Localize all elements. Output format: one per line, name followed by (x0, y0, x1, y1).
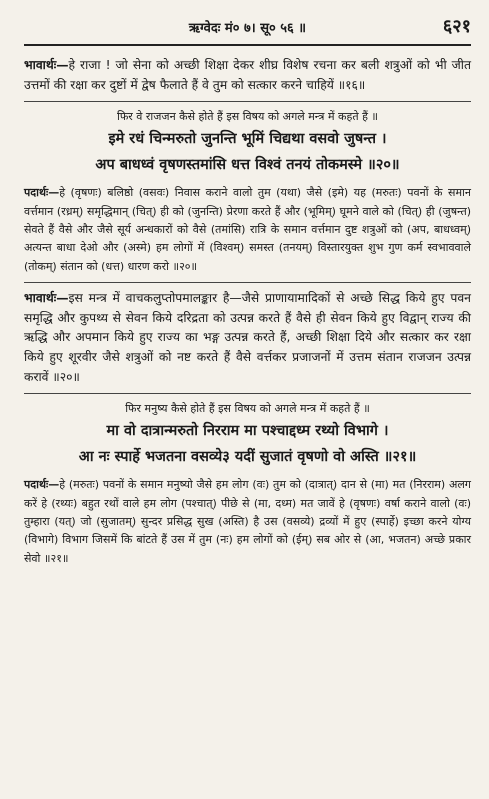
separator (24, 393, 471, 394)
mantra-intro: फिर मनुष्य कैसे होते हैं इस विषय को अगले मन्त्र में कहते हैं ॥ (125, 402, 370, 416)
bhavarth-text: इस मन्त्र में वाचकलुप्तोपमालङ्कार है—जैसे प्राणायामादिकों से अच्छे सिद्ध किये हुए पवन समृद्धि और कुपथ्य से सेवन किये दरिद्रता को उत्पन्न करते हैं वैसे ही सेवन किये हुए विद्वान् राज्य की ऋद्धि और अपमान किये हुए राज्य का भङ्ग उत्पन्न करते हैं, अच्छी शिक्षा दिये और सत्कार कर रक्षा किये हुए शूरवीर जैसे शत्रुओं को नष्ट करते हैं वैसे वर्त्तकर प्रजाजनों में उत्तम संतान राजजन उत्पन्न करावें ॥२०॥ (24, 291, 471, 384)
mantra-intro: फिर वे राजजन कैसे होते हैं इस विषय को अगले मन्त्र में कहते हैं ॥ (116, 110, 379, 124)
mantra-20-line-1: इमे रधं चिन्मरुतो जुनन्ति भूमिं चिद्यथा वसवो जुषन्त । (108, 131, 387, 148)
padarth-21-paragraph (24, 476, 471, 568)
bhavarth-label: भावार्थः— (24, 291, 69, 306)
bhavarth-20-paragraph (24, 289, 471, 387)
padarth-text: हे (वृषणः) बलिष्ठो (वसवः) निवास कराने वालो तुम (यथा) जैसे (इमे) यह (मरुतः) पवनों के समान वर्त्तमान (रध्रम्) समृद्धिमान् (चित्) ही को (जुनन्ति) प्रेरणा करते हैं और (भूमिम्) घूमने वाले को (चित्) ही (जुषन्त) सेवते हैं वैसे और जैसे सूर्य अन्धकारों को वैसे (तमांसि) रात्रि के समान वर्त्तमान दुष्ट शत्रुओं को (अप, बाधध्वम्) अत्यन्त बाधा देओ और (अस्मे) हम लोगों में (विश्वम्) समस्त (तनयम्) विस्तारयुक्त शुभ गुण कर्म स्वभाववाले (तोकम्) संतान को (धत्त) धारण करो ॥२०॥ (24, 186, 471, 273)
padarth-20-paragraph (24, 184, 471, 276)
padarth-label: पदार्थः— (24, 478, 60, 492)
bhavarth-text: हे राजा ! जो सेना को अच्छी शिक्षा देकर शीघ्र विशेष रचना कर बली शत्रुओं को भी जीत उत्तमों की रक्षा कर दुष्टों में द्वेष फैलाते हैं वे तुम को सत्कार करने चाहियें ॥१६॥ (24, 58, 471, 92)
separator (24, 101, 471, 102)
padarth-label: पदार्थः— (24, 186, 60, 200)
page-number: ६२१ (442, 16, 471, 37)
mantra-20-line-2: अप बाधध्वं वृषणस्तमांसि धत्त विश्वं तनयं तोकमस्मे ॥२०॥ (95, 157, 400, 174)
running-title: ऋग्वेदः मं० ७। सू० ५६ ॥ (188, 21, 307, 36)
bhavarth-19-paragraph (24, 56, 471, 95)
mantra-21-line-2: आ नः स्पार्हे भजतना वसव्ये३ यदीं सुजातं वृषणो वो अस्ति ॥२१॥ (78, 449, 417, 466)
mantra-21-line-1: मा वो दात्रान्मरुतो निरराम मा पश्चाद्दध्म रथ्यो विभागे । (106, 423, 389, 440)
bhavarth-label: भावार्थः— (24, 58, 69, 72)
separator (24, 282, 471, 283)
page-header (24, 0, 471, 46)
padarth-text: हे (मरुतः) पवनों के समान मनुष्यो जैसे हम लोग (वः) तुम को (दात्रात्) दान से (मा) मत (निरराम) अलग करें हे (रथ्यः) बहुत रथों वाले हम लोग (पश्चात्) पीछे से (मा, दध्म) मत जावें हे (वृषणः) वर्षा कराने वालो (वः) तुम्हारा (यत्) जो (सुजातम्) सुन्दर प्रसिद्ध सुख (अस्ति) है उस (वसव्ये) द्रव्यों में हुए (स्पार्हे) इच्छा करने योग्य (विभागे) विभाग जिसमें कि बांटते हैं उस में तुम (नः) हम लोगों को (ईम्) सब ओर से (आ, भजतन) अच्छे प्रकार सेवो ॥२१॥ (24, 478, 471, 565)
